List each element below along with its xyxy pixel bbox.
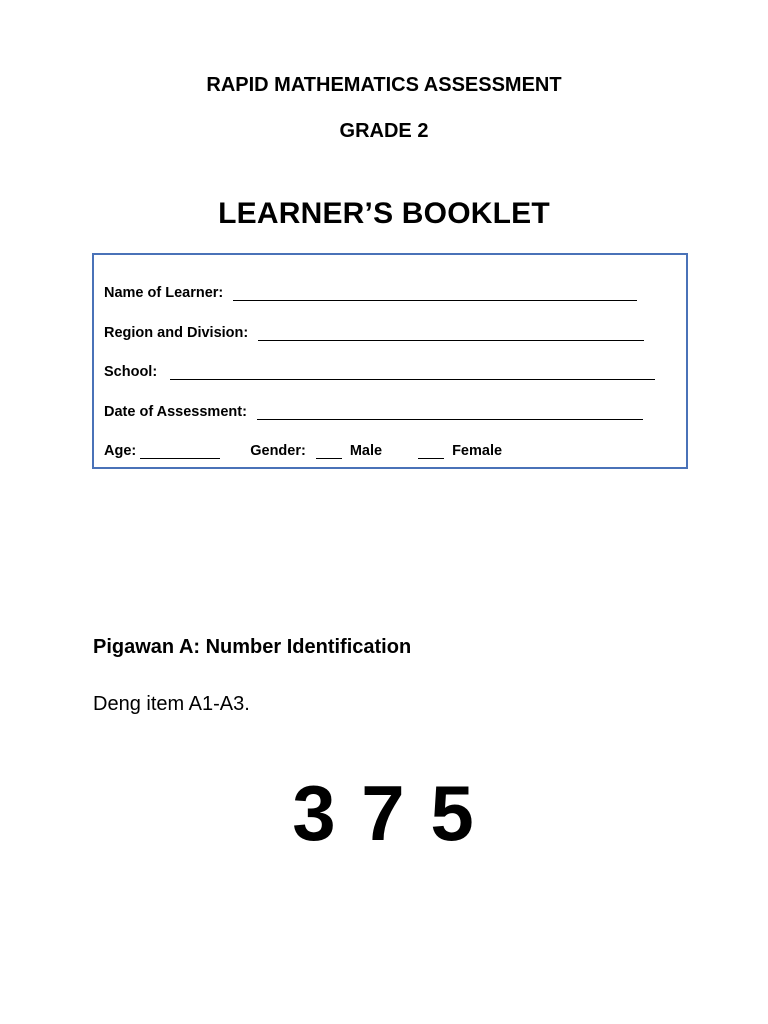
age-gender-row: [104, 437, 502, 459]
region-row: [104, 319, 644, 341]
date-label: Date of Assessment:: [104, 404, 247, 420]
date-row: [104, 398, 643, 420]
female-label: Female: [452, 443, 503, 459]
age-label: Age:: [104, 443, 137, 459]
section-heading: Pigawan A: Number Identification: [93, 636, 412, 658]
number-display: 3 7 5: [292, 769, 476, 857]
name-row: [104, 279, 637, 301]
name-label: Name of Learner:: [104, 285, 224, 301]
section-instruction: Deng item A1-A3.: [93, 693, 250, 715]
grade-label: GRADE 2: [339, 120, 429, 142]
school-row: [104, 358, 655, 380]
age-blank[interactable]: [140, 442, 220, 459]
date-blank[interactable]: [257, 403, 643, 420]
region-blank[interactable]: [258, 324, 644, 341]
male-label: Male: [349, 443, 383, 459]
school-blank[interactable]: [170, 363, 655, 380]
assessment-title: RAPID MATHEMATICS ASSESSMENT: [206, 74, 562, 96]
name-blank[interactable]: [233, 284, 637, 301]
gender-label: Gender:: [250, 443, 306, 459]
region-label: Region and Division:: [104, 325, 249, 341]
booklet-title: LEARNER’S BOOKLET: [218, 197, 550, 230]
male-blank[interactable]: [316, 442, 342, 459]
school-label: School:: [104, 364, 158, 380]
learner-info-box: [92, 253, 688, 469]
female-blank[interactable]: [418, 442, 444, 459]
